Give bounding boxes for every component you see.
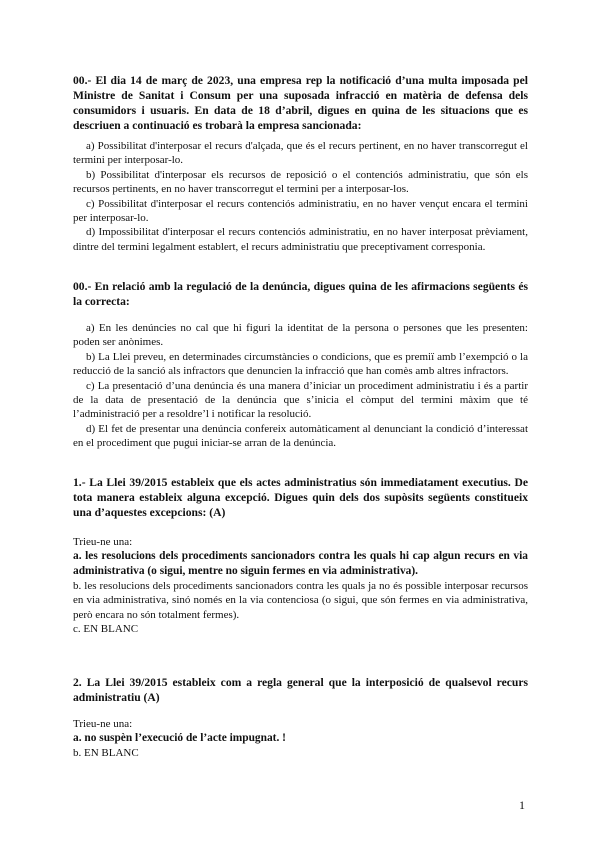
option-c: c) Possibilitat d'interposar el recurs contenciós administratiu, en no haver vençut encara el termini per interposar-lo.: [73, 197, 528, 225]
question-2: 2. La Llei 39/2015 estableix com a regla general que la interposició de qualsevol recurs administratiu (A): [73, 676, 528, 704]
choose-one-label: Trieu-ne una:: [73, 718, 133, 730]
answer-b: b. les resolucions dels procediments sancionadors contra les quals ja no és possible interposar recursos en via administrativa, sinó només en la via contenciosa (o sigui, que són fermes en via administrativa, però encara no són totalment fermes).: [73, 580, 528, 621]
question-00-complaint-options: [73, 321, 528, 451]
option-b: b) Possibilitat d'interposar els recursos de reposició o el contenciós administratiu, que són els recursos pertinents, en no haver transcorregut el termini per a interposar-los.: [73, 168, 528, 196]
question-00-sanction-appeal-options: [73, 139, 528, 254]
answer-a-selected: a. no suspèn l’execució de l’acte impugnat. !: [73, 732, 286, 745]
answer-b: b. EN BLANC: [73, 747, 139, 760]
option-b: b) La Llei preveu, en determinades circumstàncies o condicions, que es premiï amb l’exempció o la reducció de la sanció als infractors que denuncien la infracció que han comès amb altres infractors.: [73, 350, 528, 378]
page-number: 1: [519, 798, 525, 812]
question-00-complaint: 00.- En relació amb la regulació de la denúncia, digues quina de les afirmacions següents és la correcta:: [73, 280, 528, 308]
question-1: 1.- La Llei 39/2015 estableix que els actes administratius són immediatament executius. De tota manera estableix alguna excepció. Digues quin dels dos supòsits següents constitueix una d’aquestes excepcions: (A): [73, 476, 528, 519]
question-2-answers: [73, 717, 528, 761]
option-a: a) Possibilitat d'interposar el recurs d'alçada, que és el recurs pertinent, en no haver transcorregut el termini per interposar-lo.: [73, 140, 528, 167]
option-c: c) La presentació d’una denúncia és una manera d’iniciar un procediment administratiu i és a partir de la data de presentació de la denúncia que s’inicia el còmput del termini màxim que té l’administració per a resoldre’l i notificar la resolució.: [73, 379, 528, 421]
question-00-sanction-appeal: 00.- El dia 14 de març de 2023, una empresa rep la notificació d’una multa imposada pel Ministre de Sanitat i Consum per una suposada infracció en matèria de defensa dels consumidors i usuaris. En data de 18 d’abril, digues en quina de les situacions que es descriuen a continuació es trobarà la empresa sancionada:: [73, 74, 528, 132]
option-d: d) Impossibilitat d'interposar el recurs contenciós administratiu, en no haver interposat prèviament, dintre del termini legalment establert, el recurs administratiu que preceptivament corresponia.: [73, 226, 528, 253]
answer-a-selected: a. les resolucions dels procediments sancionadors contra les quals hi cap algun recurs en via administrativa (o sigui, mentre no siguin fermes en via administrativa).: [73, 550, 528, 578]
option-d: d) El fet de presentar una denúncia confereix automàticament al denunciant la condició d’interessat en el procediment que pugui iniciar-se arran de la denúncia.: [73, 422, 528, 450]
option-a: a) En les denúncies no cal que hi figuri la identitat de la persona o persones que les presenten: poden ser anònimes.: [73, 322, 528, 349]
choose-one-label: Trieu-ne una:: [73, 536, 133, 548]
question-1-answers: [73, 535, 528, 637]
answer-c: c. EN BLANC: [73, 623, 139, 636]
